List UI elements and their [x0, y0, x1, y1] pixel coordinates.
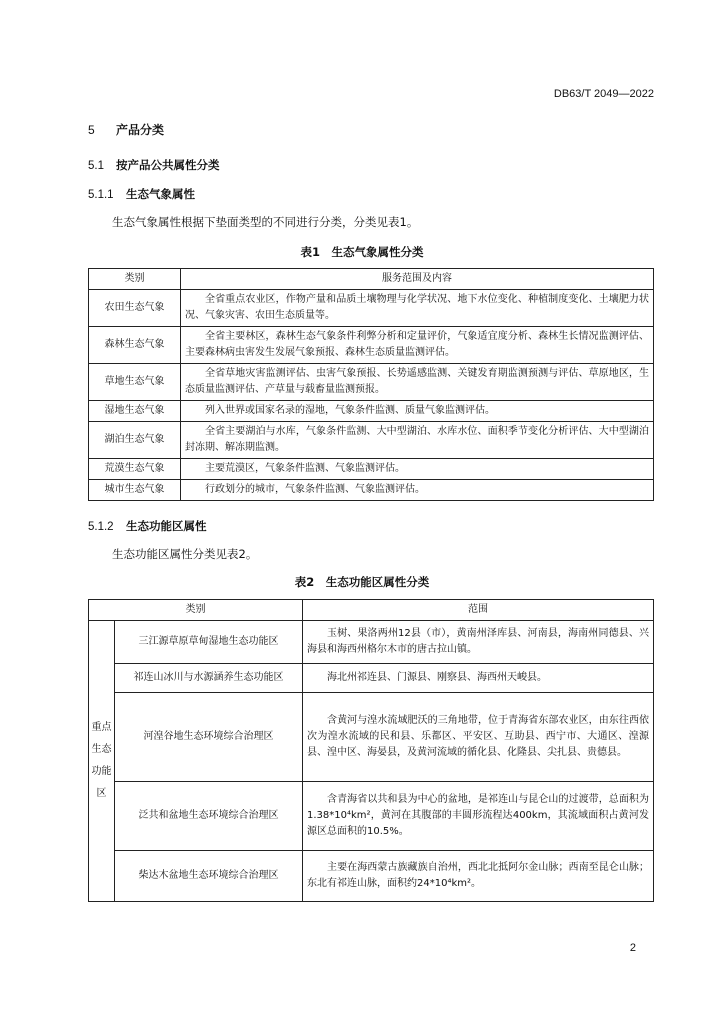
section-5-1-1-text: 生态气象属性根据下垫面类型的不同进行分类，分类见表1。	[112, 215, 419, 229]
table1-content: 全省重点农业区，作物产量和品质土壤物理与化学状况、地下水位变化、种植制度变化、土壤肥力状况、气象灾害、农田生态质量等。	[181, 290, 654, 327]
table2-header-content: 范围	[303, 600, 654, 621]
table2-category: 柴达木盆地生态环境综合治理区	[115, 851, 303, 902]
table2-group-label: 重点生态功能区	[89, 621, 115, 902]
table1-category: 农田生态气象	[89, 290, 181, 327]
table1-content: 主要荒漠区，气象条件监测、气象监测评估。	[181, 459, 654, 480]
table1-caption: 表1 生态气象属性分类	[300, 245, 424, 259]
table-row	[89, 327, 654, 364]
table1	[88, 268, 654, 501]
table1-content: 全省主要湖泊与水库，气象条件监测、大中型湖泊、水库水位、面积季节变化分析评估、大中型湖泊封冻期、解冻期监测。	[181, 422, 654, 459]
table1-category: 草地生态气象	[89, 364, 181, 401]
table2-content: 含青海省以共和县为中心的盆地，是祁连山与昆仑山的过渡带，总面积为1.38*10⁴km²，黄河在其腹部的丰圆形流程达400km，其流域面积占黄河发源区总面积的10.5%。	[303, 782, 654, 851]
table1-content: 全省主要林区，森林生态气象条件利弊分析和定量评价，气象适宜度分析、森林生长情况监测评估、主要森林病虫害发生发展气象预报、森林生态质量监测评估。	[181, 327, 654, 364]
table2-content: 海北州祁连县、门源县、刚察县、海西州天峻县。	[303, 664, 654, 693]
section-5-1-1-heading: 5.1.1 生态气象属性	[88, 187, 195, 201]
table1-category: 湿地生态气象	[89, 401, 181, 422]
table2-content: 玉树、果洛两州12县（市），黄南州泽库县、河南县，海南州同德县、兴海县和海西州格尔木市的唐古拉山镇。	[303, 621, 654, 664]
table-row	[89, 621, 654, 664]
document-code: DB63/T 2049—2022	[553, 88, 654, 100]
table1-content: 行政划分的城市，气象条件监测、气象监测评估。	[181, 480, 654, 501]
table2-category: 三江源草原草甸湿地生态功能区	[115, 621, 303, 664]
table1-header-content: 服务范围及内容	[181, 269, 654, 290]
table-row	[89, 290, 654, 327]
section-5-heading: 5 产品分类	[88, 123, 165, 137]
table-row	[89, 401, 654, 422]
table2-category: 泛共和盆地生态环境综合治理区	[115, 782, 303, 851]
table-row	[89, 364, 654, 401]
table-row	[89, 782, 654, 851]
table2-content: 含黄河与湟水流域肥沃的三角地带，位于青海省东部农业区，由东往西依次为湟水流域的民和县、乐都区、平安区、互助县、西宁市、大通区、湟源县、湟中区、海晏县，及黄河流域的循化县、化隆县、尖扎县、贵德县。	[303, 693, 654, 782]
table1-content: 全省草地灾害监测评估、虫害气象预报、长势遥感监测、关键发育期监测预测与评估、草原地区，生态质量监测评估、产草量与载畜量监测预报。	[181, 364, 654, 401]
table-row	[89, 693, 654, 782]
table-row	[89, 480, 654, 501]
table2-category: 河湟谷地生态环境综合治理区	[115, 693, 303, 782]
table1-category: 城市生态气象	[89, 480, 181, 501]
page-number: 2	[629, 942, 636, 954]
table2	[88, 599, 654, 902]
table-row	[89, 459, 654, 480]
table-row	[89, 422, 654, 459]
table2-caption: 表2 生态功能区属性分类	[294, 575, 430, 589]
table-row	[89, 664, 654, 693]
table1-category: 荒漠生态气象	[89, 459, 181, 480]
table1-category: 湖泊生态气象	[89, 422, 181, 459]
table2-content: 主要在海西蒙古族藏族自治州，西北北抵阿尔金山脉；西南至昆仑山脉；东北有祁连山脉，面积约24*10⁴km²。	[303, 851, 654, 902]
section-5-1-2-heading: 5.1.2 生态功能区属性	[88, 519, 207, 533]
table-row	[89, 851, 654, 902]
table2-category: 祁连山冰川与水源涵养生态功能区	[115, 664, 303, 693]
table2-header-row	[89, 600, 654, 621]
table1-header-row	[89, 269, 654, 290]
table2-header-category: 类别	[89, 600, 303, 621]
table1-header-category: 类别	[89, 269, 181, 290]
section-5-1-2-text: 生态功能区属性分类见表2。	[112, 547, 258, 561]
table1-content: 列入世界或国家名录的湿地，气象条件监测、质量气象监测评估。	[181, 401, 654, 422]
table1-category: 森林生态气象	[89, 327, 181, 364]
section-5-1-heading: 5.1 按产品公共属性分类	[88, 158, 220, 172]
